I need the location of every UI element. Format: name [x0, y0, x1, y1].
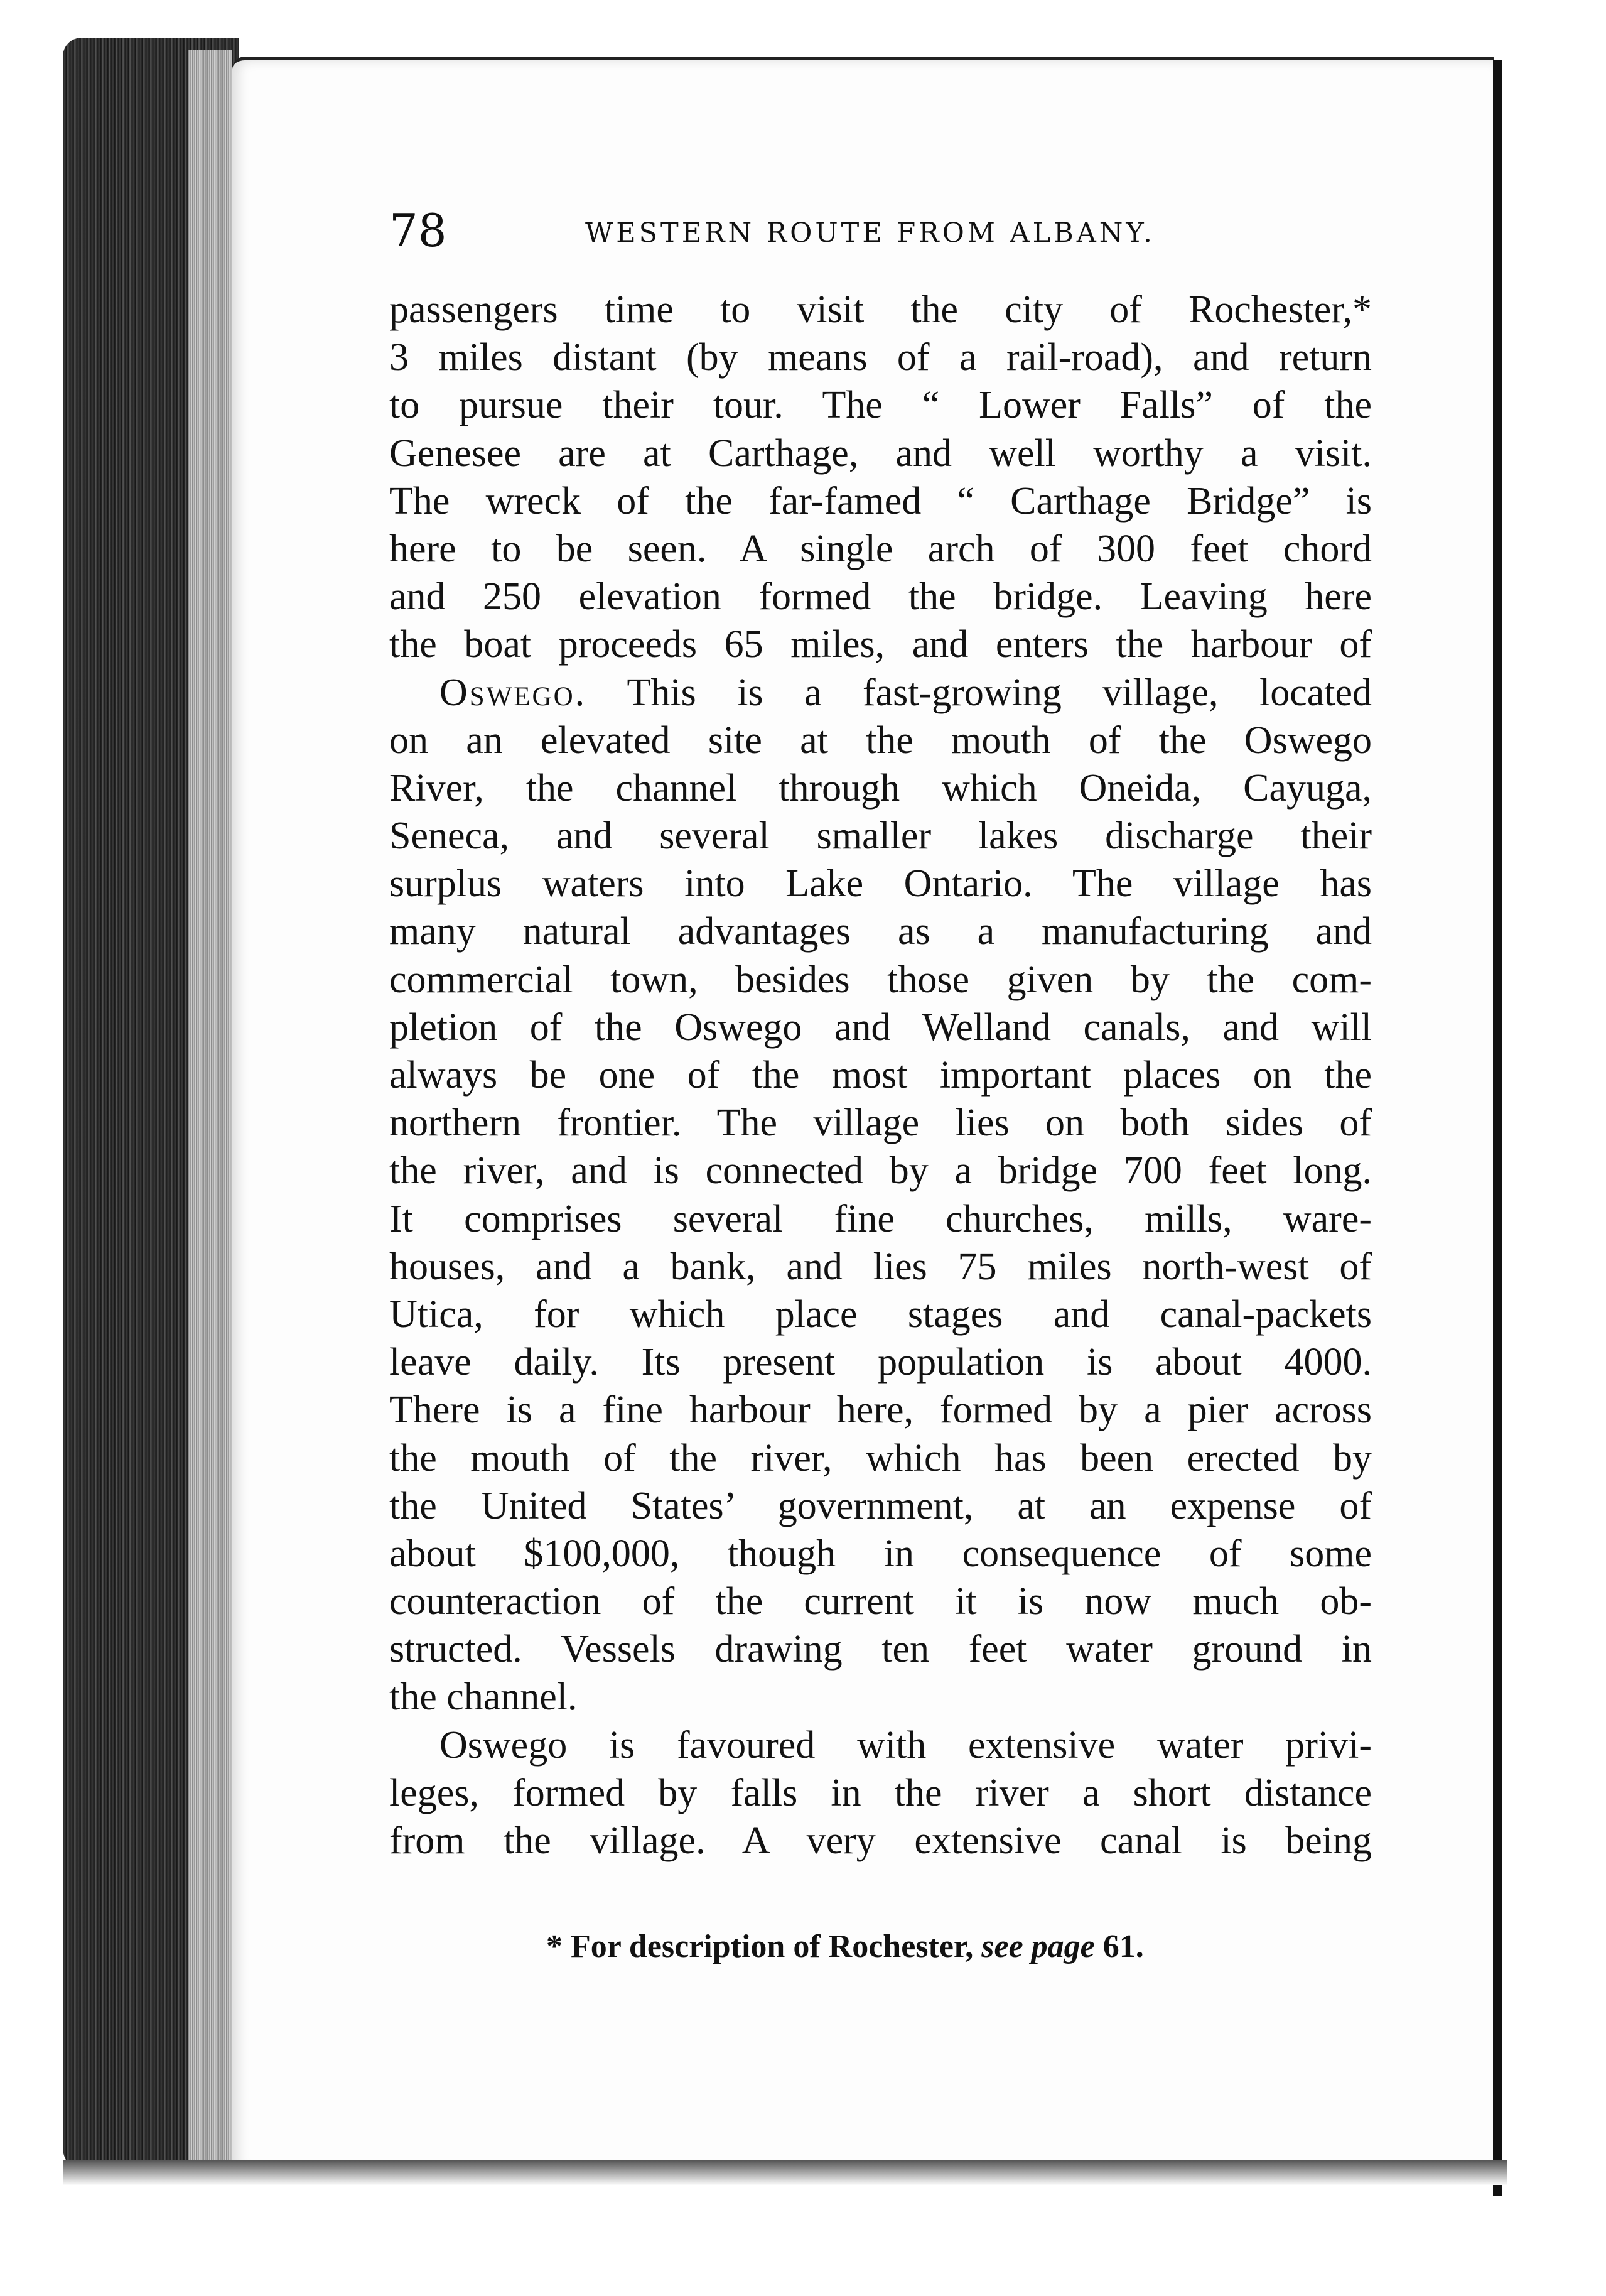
footnote-marker: *	[546, 1929, 563, 1964]
text-line: here to be seen. A single arch of 300 feet chord	[389, 527, 1372, 570]
footnote-page-number: 61.	[1102, 1929, 1144, 1964]
text-line: leave daily. Its present population is about 4000.	[389, 1341, 1372, 1384]
text-line: It comprises several fine churches, mills, ware-	[389, 1197, 1372, 1240]
book-page-edges-light	[188, 50, 232, 2160]
text-line: houses, and a bank, and lies 75 miles north-west of	[389, 1245, 1372, 1288]
text-line: on an elevated site at the mouth of the Oswego	[389, 718, 1372, 762]
text-line: Oswego. This is a fast-growing village, located	[439, 671, 1372, 714]
text-line: the channel.	[389, 1676, 578, 1719]
text-line: Oswego is favoured with extensive water privi-	[439, 1723, 1372, 1767]
text-line: the mouth of the river, which has been erected by	[389, 1436, 1372, 1480]
text-line: structed. Vessels drawing ten feet water ground in	[389, 1628, 1372, 1671]
text-line: passengers time to visit the city of Rochester,*	[389, 288, 1372, 331]
text-line: always be one of the most important places on the	[389, 1054, 1372, 1097]
text-line: counteraction of the current it is now much ob-	[389, 1580, 1372, 1623]
text-line: Utica, for which place stages and canal-packets	[389, 1292, 1372, 1336]
text-line: There is a fine harbour here, formed by a pier across	[389, 1389, 1372, 1432]
text-line: northern frontier. The village lies on both sides of	[389, 1102, 1372, 1145]
footnote-see-page: see page	[981, 1929, 1095, 1964]
text-line: and 250 elevation formed the bridge. Leaving here	[389, 575, 1372, 619]
text-line: surplus waters into Lake Ontario. The village has	[389, 862, 1372, 906]
page-number: 78	[389, 204, 447, 257]
running-head	[389, 202, 1205, 259]
text-line: Seneca, and several smaller lakes discharge their	[389, 815, 1372, 858]
text-line: the boat proceeds 65 miles, and enters the harbour of	[389, 623, 1372, 666]
footnote-text: For description of Rochester,	[571, 1929, 974, 1964]
text-line: The wreck of the far-famed “ Carthage Bridge” is	[389, 479, 1372, 523]
running-title: WESTERN ROUTE FROM ALBANY.	[585, 217, 1155, 249]
footnote	[546, 1922, 1237, 1972]
text-line: River, the channel through which Oneida, Cayuga,	[389, 766, 1372, 810]
text-line: leges, formed by falls in the river a short distance	[389, 1771, 1372, 1814]
text-line: Genesee are at Carthage, and well worthy a visit.	[389, 431, 1372, 475]
text-line: commercial town, besides those given by the com-	[389, 958, 1372, 1001]
text-line: about $100,000, though in consequence of some	[389, 1532, 1372, 1575]
text-line: to pursue their tour. The “ Lower Falls” of the	[389, 384, 1372, 427]
bottom-page-shadow	[63, 2160, 1507, 2185]
text-line: the river, and is connected by a bridge 700 feet long.	[389, 1149, 1372, 1193]
facing-page-sliver	[1502, 60, 1606, 2196]
text-line: 3 miles distant (by means of a rail-road), and return	[389, 336, 1372, 379]
text-line: from the village. A very extensive canal is being	[389, 1819, 1372, 1862]
text-line: pletion of the Oswego and Welland canals, and will	[389, 1005, 1372, 1049]
place-name-small-caps: Oswego.	[439, 671, 587, 714]
text-line: the United States’ government, at an expense of	[389, 1484, 1372, 1527]
body-text	[389, 286, 1372, 1865]
right-page-gutter	[1493, 60, 1502, 2196]
text-line: many natural advantages as a manufacturing and	[389, 910, 1372, 953]
